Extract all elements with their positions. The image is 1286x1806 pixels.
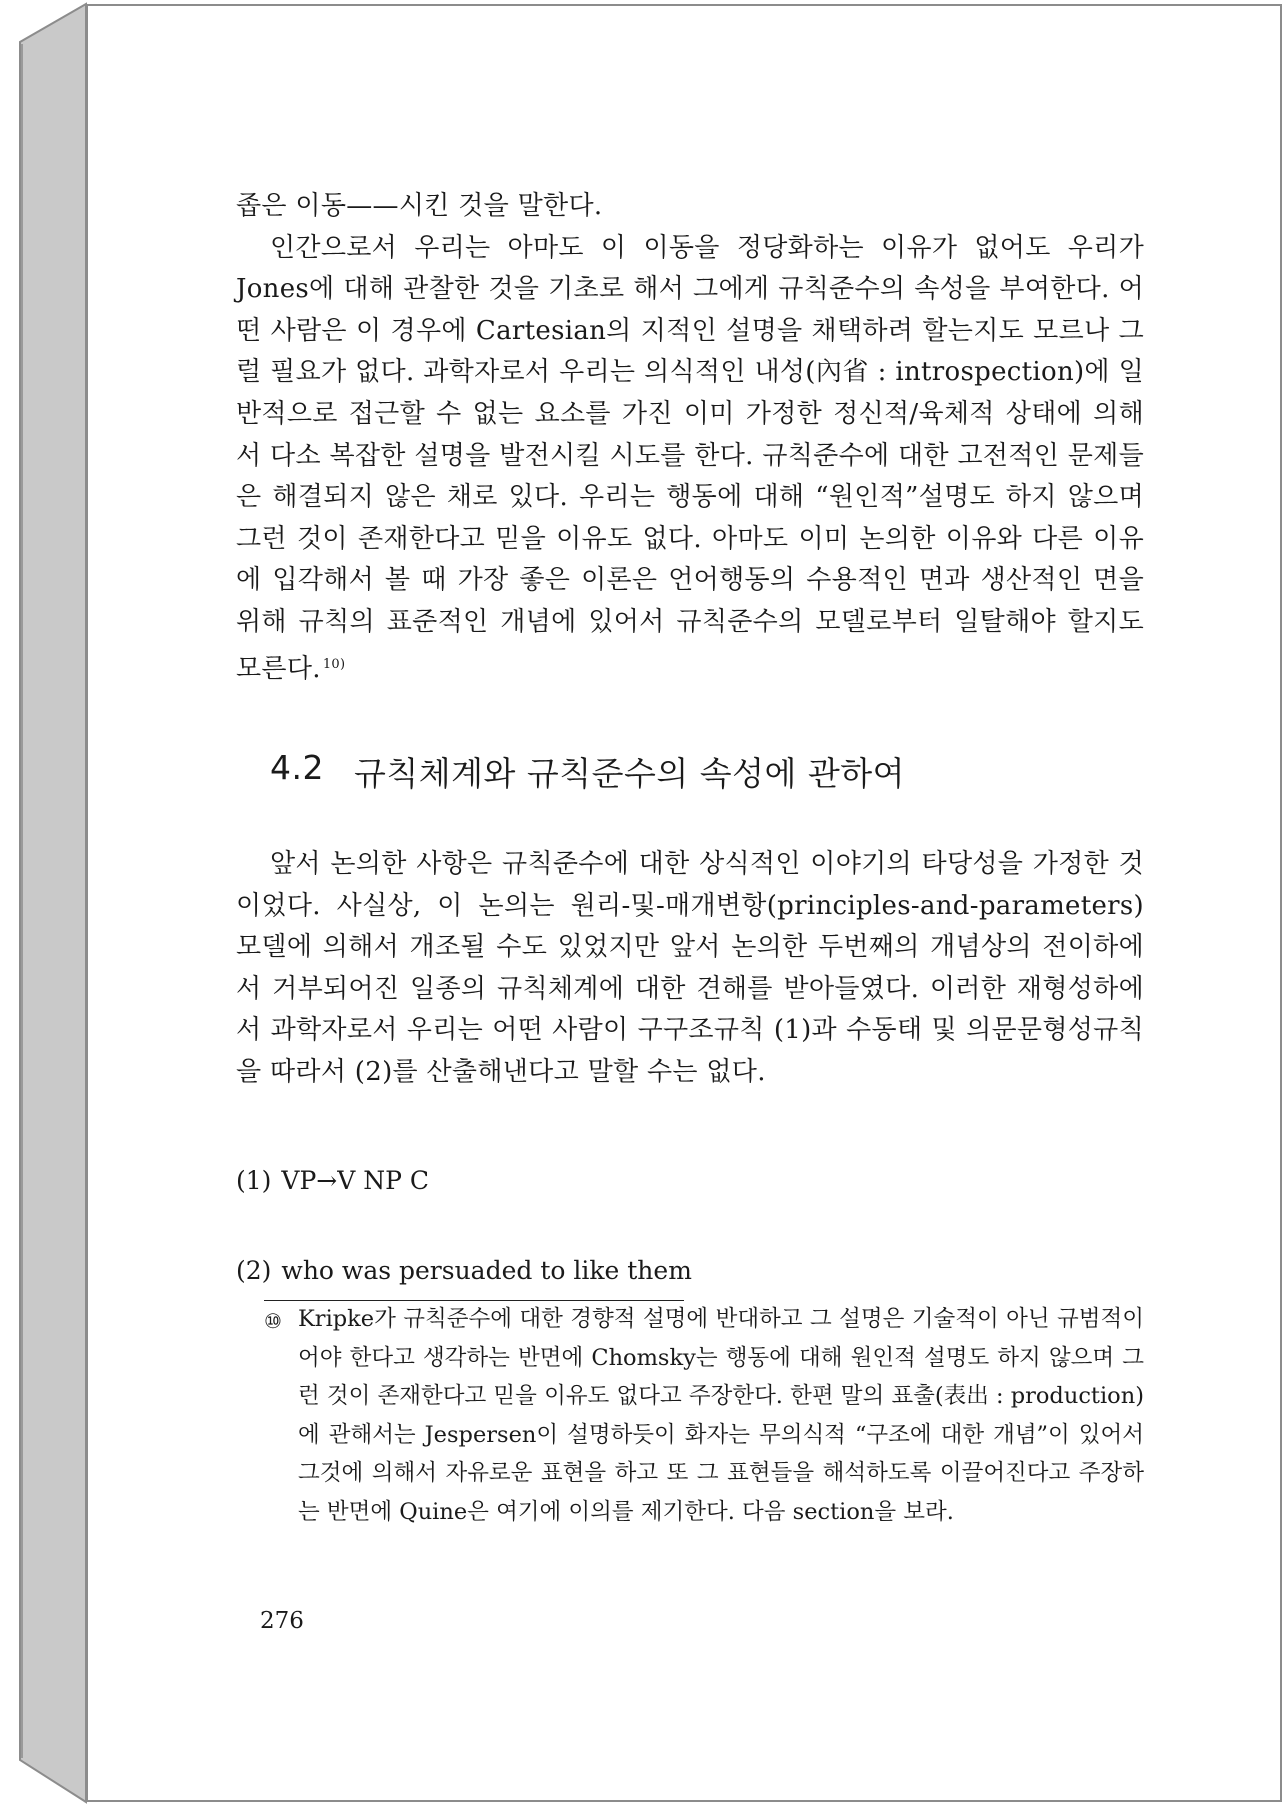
footnote-marker: ⑩	[264, 1309, 282, 1333]
example-number: (1)	[236, 1166, 272, 1195]
body-text-bottom	[236, 844, 1144, 1094]
paragraph-section: 앞서 논의한 사항은 규칙준수에 대한 상식적인 이야기의 타당성을 가정한 것이었다. 사실상, 이 논의는 원리-및-매개변항(principles-and-parameters) 모델에 의해서 개조될 수도 있었지만 앞서 논의한 두번째의 개념상의 전이하에서 거부되어진 일종의 규칙체계에 대한 견해를 받아들였다. 이러한 재형성하에서 과학자로서 우리는 어떤 사람이 구구조규칙 (1)과 수동태 및 의문문형성규칙을 따라서 (2)를 산출해낸다고 말할 수는 없다.	[236, 849, 1144, 1087]
section-title: 규칙체계와 규칙준수의 속성에 관하여	[353, 754, 906, 793]
book-spine	[0, 0, 92, 1806]
example-text: VP→V NP C	[281, 1166, 430, 1195]
example-text: who was persuaded to like them	[281, 1256, 692, 1285]
page-number: 276	[260, 1608, 304, 1634]
body-text-top	[236, 186, 1144, 690]
footnote-reference: 10)	[322, 656, 346, 672]
example-2	[236, 1256, 692, 1285]
footnote-text: Kripke가 규칙준수에 대한 경향적 설명에 반대하고 그 설명은 기술적이 아닌 규범적이어야 한다고 생각하는 반면에 Chomsky는 행동에 대해 원인적 설명도 하지 않으며 그런 것이 존재한다고 믿을 이유도 없다고 주장한다. 한편 말의 표출(表出 : production)에 관해서는 Jespersen이 설명하듯이 화자는 무의식적 “구조에 대한 개념”이 있어서 그것에 의해서 자유로운 표현을 하고 또 그 표현들을 해석하도록 이끌어진다고 주장하는 반면에 Quine은 여기에 이의를 제기한다. 다음 section을 보라.	[298, 1306, 1144, 1525]
paragraph-continuation: 좁은 이동——시킨 것을 말한다.	[236, 191, 603, 221]
footnote	[264, 1300, 1144, 1531]
section-number: 4.2	[270, 748, 324, 787]
example-1	[236, 1166, 429, 1195]
section-heading	[270, 748, 905, 795]
paragraph-main	[236, 228, 1144, 691]
example-number: (2)	[236, 1256, 272, 1285]
paragraph-main-text: 인간으로서 우리는 아마도 이 이동을 정당화하는 이유가 없어도 우리가 Jones에 대해 관찰한 것을 기초로 해서 그에게 규칙준수의 속성을 부여한다. 어떤 사람은 이 경우에 Cartesian의 지적인 설명을 채택하려 할는지도 모르나 그럴 필요가 없다. 과학자로서 우리는 의식적인 내성(內省 : introspection)에 일반적으로 접근할 수 없는 요소를 가진 이미 가정한 정신적/육체적 상태에 의해서 다소 복잡한 설명을 발전시킬 시도를 한다. 규칙준수에 대한 고전적인 문제들은 해결되지 않은 채로 있다. 우리는 행동에 대해 “원인적”설명도 하지 않으며 그런 것이 존재한다고 믿을 이유도 없다. 아마도 이미 논의한 이유와 다른 이유에 입각해서 볼 때 가장 좋은 이론은 언어행동의 수용적인 면과 생산적인 면을 위해 규칙의 표준적인 개념에 있어서 규칙준수의 모델로부터 일탈해야 할지도 모른다.	[236, 232, 1144, 684]
